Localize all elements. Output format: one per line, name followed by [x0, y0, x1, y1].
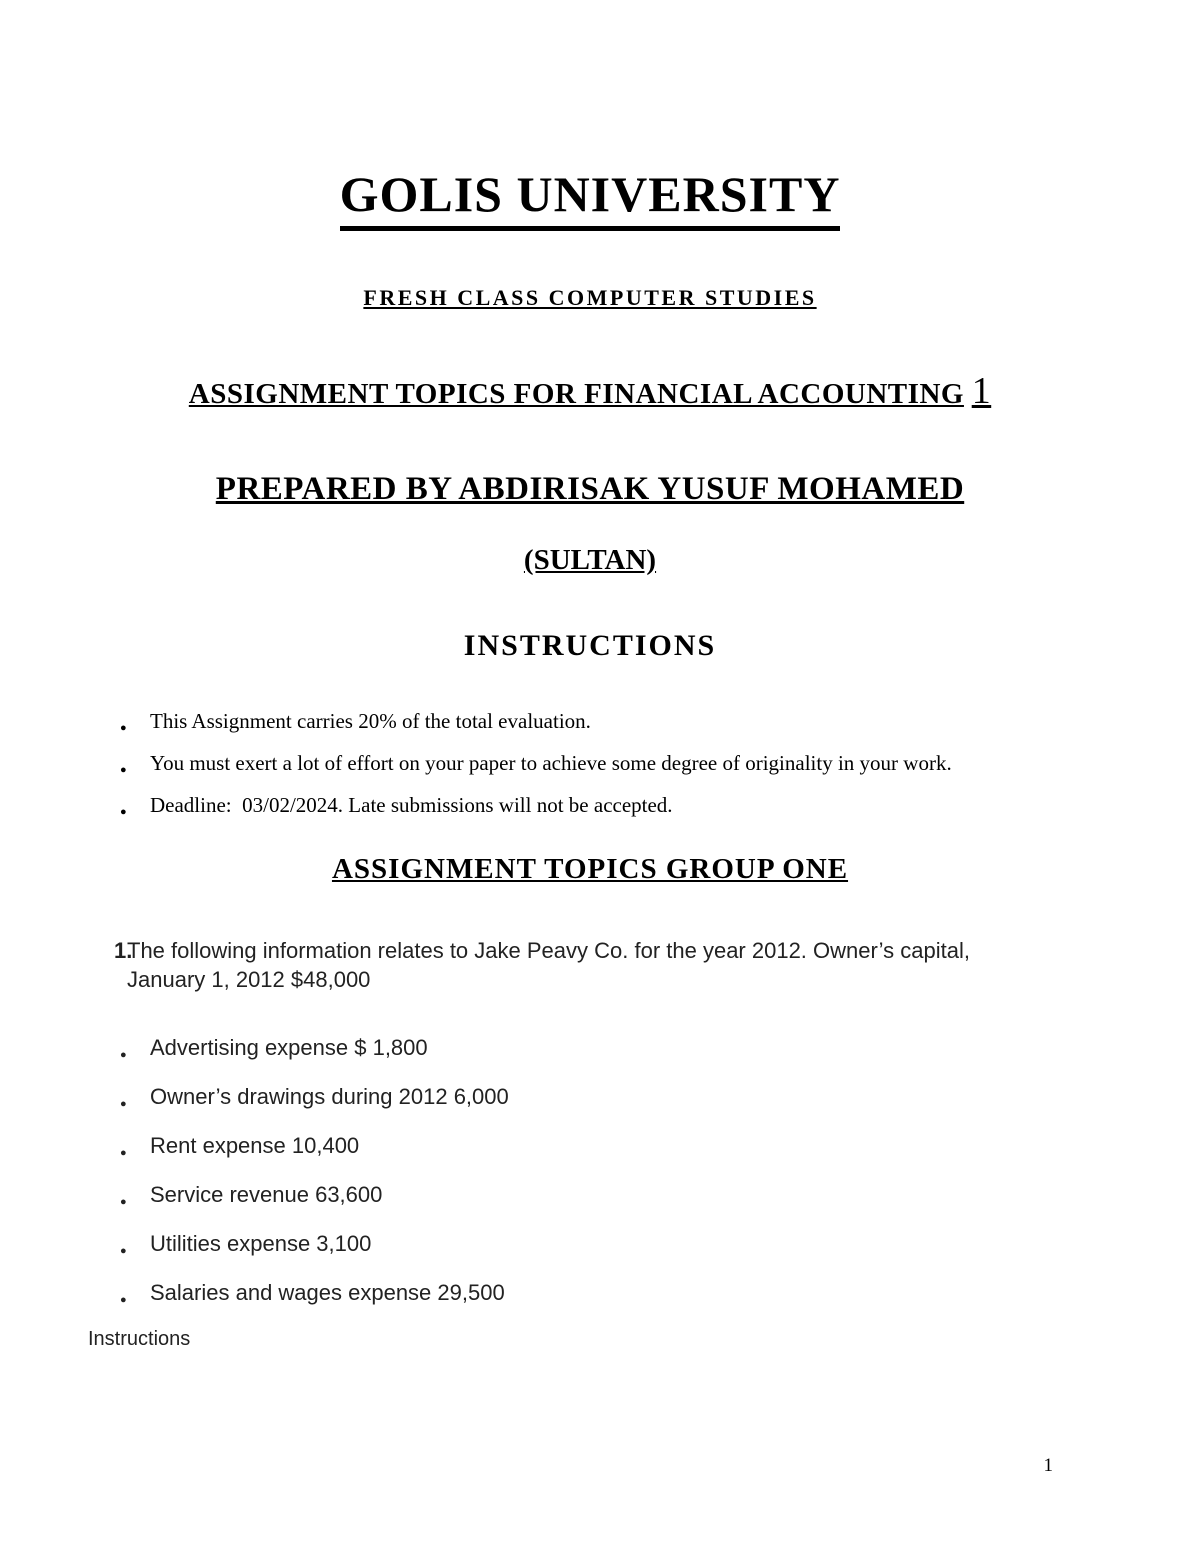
document-subtitle: FRESH CLASS COMPUTER STUDIES	[363, 285, 817, 310]
document-title-text: GOLIS UNIVERSITY	[340, 166, 841, 231]
prepared-by-heading: PREPARED BY ABDIRISAK YUSUF MOHAMED	[215, 471, 965, 507]
question-one	[90, 936, 1090, 994]
instruction-item: ● You must exert a lot of effort on your paper to achieve some degree of originality in your work.	[90, 749, 1090, 777]
instructions-list	[90, 707, 1090, 819]
trailing-instructions-label: Instructions	[88, 1328, 191, 1350]
assignment-topics-heading	[90, 369, 1090, 413]
question-item: ● Salaries and wages expense 29,500	[90, 1279, 1090, 1307]
assignment-heading-number: 1	[971, 370, 992, 412]
question-item: ● Service revenue 63,600	[90, 1181, 1090, 1209]
question-item: ● Utilities expense 3,100	[90, 1230, 1090, 1258]
question-one-text: The following information relates to Jake Peavy Co. for the year 2012. Owner’s capital, January 1, 2012 $48,000	[127, 938, 970, 992]
question-one-number: 1.	[114, 938, 133, 963]
question-item: ● Rent expense 10,400	[90, 1132, 1090, 1160]
document-title	[90, 165, 1090, 223]
question-item: ● Advertising expense $ 1,800	[90, 1034, 1090, 1062]
assignment-heading-text: ASSIGNMENT TOPICS FOR FINANCIAL ACCOUNTING	[188, 378, 964, 410]
question-item: ● Owner’s drawings during 2012 6,000	[90, 1083, 1090, 1111]
prepared-by-alias: (SULTAN)	[523, 544, 657, 576]
group-one-heading: ASSIGNMENT TOPICS GROUP ONE	[331, 853, 849, 885]
instructions-heading: INSTRUCTIONS	[463, 629, 717, 662]
instruction-item: ● This Assignment carries 20% of the total evaluation.	[90, 707, 1090, 735]
question-one-items-list	[90, 1034, 1090, 1307]
instruction-item: ● Deadline: 03/02/2024. Late submissions will not be accepted.	[90, 791, 1090, 819]
page-number: 1	[1043, 1455, 1053, 1476]
